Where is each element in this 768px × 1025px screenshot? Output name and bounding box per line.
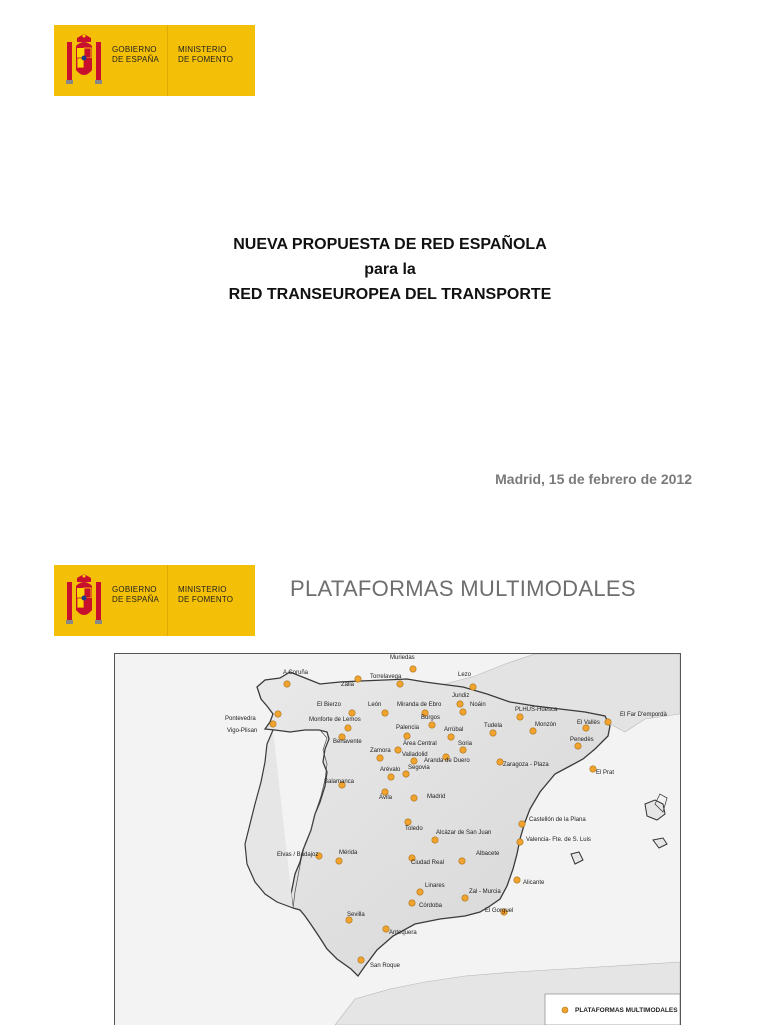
ministry-line-1: MINISTERIO — [178, 45, 227, 54]
platform-marker — [519, 821, 525, 827]
city-label: Elvas / Badajoz — [277, 852, 319, 858]
title-line-1: NUEVA PROPUESTA DE RED ESPAÑOLA — [233, 236, 547, 253]
platform-marker — [395, 747, 401, 753]
coat-of-arms-icon — [64, 34, 104, 88]
ministry-line-2: DE FOMENTO — [178, 55, 234, 64]
platform-marker — [405, 819, 411, 825]
coat-of-arms-icon — [64, 574, 104, 628]
city-label: Tudela — [484, 723, 503, 729]
ministry-label — [178, 585, 233, 605]
gov-line-1: GOBIERNO — [112, 45, 157, 54]
platform-marker — [397, 681, 403, 687]
city-label: El Prat — [596, 770, 615, 776]
city-label: Noáin — [470, 702, 486, 708]
city-label: Muriedas — [390, 655, 415, 661]
city-label: Mérida — [339, 850, 358, 856]
city-label: Palencia — [396, 725, 420, 731]
date-label: Madrid, 15 de febrero de 2012 — [495, 471, 692, 487]
city-label: Monzón — [535, 722, 557, 728]
platform-marker — [284, 681, 290, 687]
platform-marker — [514, 877, 520, 883]
city-label: Ciudad Real — [411, 860, 445, 866]
platform-marker — [382, 710, 388, 716]
city-label: El Far D'empordà — [620, 712, 667, 718]
ministry-line-2: DE FOMENTO — [178, 595, 234, 604]
government-label — [112, 45, 159, 65]
platform-marker — [457, 701, 463, 707]
platform-marker — [355, 676, 361, 682]
platform-marker — [345, 725, 351, 731]
platform-marker — [404, 733, 410, 739]
gov-line-2: DE ESPAÑA — [112, 595, 159, 604]
city-label: Zal - Murcia — [469, 889, 501, 895]
city-label: Arrúbal — [444, 727, 464, 733]
city-label: Monforte de Lemos — [309, 717, 361, 723]
platform-marker — [490, 730, 496, 736]
platform-marker — [411, 795, 417, 801]
title-line-2: para la — [364, 261, 416, 278]
city-label: Albacete — [476, 851, 500, 857]
platform-marker — [410, 666, 416, 672]
map-canvas — [115, 654, 680, 1025]
iberia-map — [114, 653, 681, 1025]
legend-label: PLATAFORMAS MULTIMODALES — [575, 1007, 678, 1014]
city-label: A Coruña — [283, 670, 309, 676]
platform-marker — [275, 711, 281, 717]
city-label: Soria — [458, 741, 473, 747]
platform-marker — [460, 709, 466, 715]
platform-marker — [409, 900, 415, 906]
city-label: PLHUS-Huesca — [515, 707, 558, 713]
city-label: Zamora — [370, 748, 391, 754]
city-label: Jundiz — [452, 693, 470, 699]
city-label: León — [368, 702, 382, 708]
city-label: Ávila — [379, 795, 393, 801]
platform-marker — [388, 774, 394, 780]
platform-marker — [377, 755, 383, 761]
title-line-3: RED TRANSEUROPEA DEL TRANSPORTE — [228, 286, 552, 303]
city-label: Córdoba — [419, 903, 443, 909]
platform-marker — [517, 714, 523, 720]
city-label: Área Central — [403, 741, 437, 747]
platform-marker — [530, 728, 536, 734]
city-label: Burgos — [421, 715, 441, 721]
city-label: Linares — [425, 883, 445, 889]
logo-divider — [167, 565, 168, 636]
slide-title — [150, 232, 630, 307]
platform-marker — [432, 837, 438, 843]
city-label: El Bierzo — [317, 702, 342, 708]
platform-marker — [517, 839, 523, 845]
city-label: Toledo — [405, 826, 423, 832]
city-label: Madrid — [427, 794, 446, 800]
platform-marker — [429, 722, 435, 728]
government-label — [112, 585, 159, 605]
city-label: Zalia — [341, 682, 355, 688]
platform-marker — [460, 747, 466, 753]
ministry-label — [178, 45, 233, 65]
platform-marker — [448, 734, 454, 740]
city-label: Antequera — [389, 930, 417, 936]
platform-marker — [358, 957, 364, 963]
city-label: Vigo-Plisan — [227, 728, 258, 734]
ministry-line-1: MINISTERIO — [178, 585, 227, 594]
city-label: El Gorguel — [485, 908, 514, 914]
platform-marker — [462, 895, 468, 901]
city-label: Aranda de Duero — [424, 758, 470, 764]
city-label: Valladolid — [402, 752, 428, 758]
city-label: Penedès — [570, 737, 594, 743]
platform-marker — [459, 858, 465, 864]
map-slide — [0, 540, 768, 1024]
city-label: Torrelavega — [370, 674, 402, 680]
city-label: Salamanca — [324, 779, 355, 785]
city-label: El Vallès — [577, 720, 600, 726]
city-label: Alicante — [523, 880, 545, 886]
map-legend — [545, 994, 680, 1025]
city-label: Lezo — [458, 672, 472, 678]
city-label: Miranda de Ebro — [397, 702, 442, 708]
city-label: Sevilla — [347, 912, 365, 918]
platform-marker — [403, 771, 409, 777]
city-label: Benavente — [333, 739, 362, 745]
city-label: Segovia — [408, 765, 430, 771]
platform-marker — [575, 743, 581, 749]
platform-marker — [605, 719, 611, 725]
city-label: Alcázar de San Juan — [436, 830, 492, 836]
platform-marker — [417, 889, 423, 895]
city-label: Castellón de la Plana — [529, 817, 586, 823]
platform-marker — [470, 684, 476, 690]
government-logo-2 — [54, 565, 255, 636]
city-label: Arévalo — [380, 767, 401, 773]
map-slide-title: PLATAFORMAS MULTIMODALES — [290, 576, 636, 601]
platform-marker — [349, 710, 355, 716]
city-label: Valencia- Fte. de S. Luis — [526, 837, 591, 843]
logo-divider — [167, 25, 168, 96]
government-logo — [54, 25, 255, 96]
city-label: San Roque — [370, 963, 401, 969]
city-label: Pontevedra — [225, 716, 256, 722]
platform-marker — [336, 858, 342, 864]
platform-marker — [270, 721, 276, 727]
city-label: Zaragoza - Plaza — [503, 762, 549, 768]
gov-line-2: DE ESPAÑA — [112, 55, 159, 64]
gov-line-1: GOBIERNO — [112, 585, 157, 594]
platform-marker — [411, 758, 417, 764]
legend-marker-icon — [562, 1007, 568, 1013]
